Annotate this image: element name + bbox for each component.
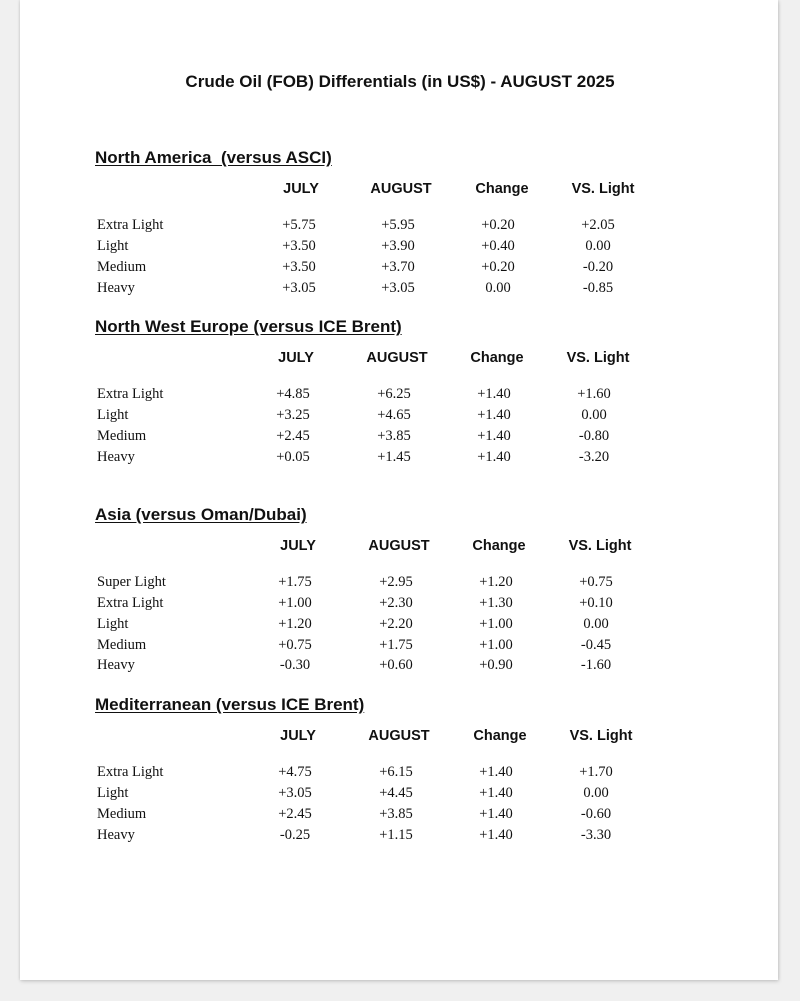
grade-label: Light [97,785,129,801]
july-value: -0.25 [279,827,311,843]
section-heading: North West Europe (versus ICE Brent) [95,317,402,336]
grade-label: Heavy [97,827,135,843]
change-value: +1.40 [477,449,511,465]
vs-light-value: +1.60 [577,386,611,402]
change-value: +1.40 [477,386,511,402]
column-header-vs-light: VS. Light [568,538,632,554]
table-row [0,238,800,258]
vs-light-value: 0.00 [583,785,609,801]
change-value: +1.30 [479,595,513,611]
column-header-vs-light: VS. Light [566,350,630,366]
august-value: +3.05 [381,280,415,296]
change-value: 0.00 [485,280,511,296]
vs-light-value: -0.45 [580,637,612,653]
vs-light-value: +0.75 [579,574,613,590]
column-header-change: Change [473,728,527,744]
table-row [0,657,800,677]
grade-label: Light [97,616,129,632]
july-value: +3.50 [282,238,316,254]
change-value: +1.00 [479,637,513,653]
table-row [0,764,800,784]
section-heading: Asia (versus Oman/Dubai) [95,505,307,524]
vs-light-value: 0.00 [581,407,607,423]
vs-light-value: -0.20 [582,259,614,275]
grade-label: Extra Light [97,217,164,233]
change-value: +1.20 [479,574,513,590]
grade-label: Light [97,238,129,254]
august-value: +4.65 [377,407,411,423]
column-header-august: AUGUST [366,350,428,366]
grade-label: Medium [97,637,147,653]
column-header-july: JULY [280,728,316,744]
table-row [0,574,800,594]
july-value: +3.05 [282,280,316,296]
vs-light-value: +2.05 [581,217,615,233]
grade-label: Medium [97,259,147,275]
table-row [0,806,800,826]
july-value: +1.75 [278,574,312,590]
july-value: +1.00 [278,595,312,611]
vs-light-value: -3.30 [580,827,612,843]
july-value: +5.75 [282,217,316,233]
table-row [0,616,800,636]
table-row [0,595,800,615]
grade-label: Heavy [97,449,135,465]
column-header-change: Change [472,538,526,554]
column-header-vs-light: VS. Light [569,728,633,744]
table-row [0,386,800,406]
change-value: +0.40 [481,238,515,254]
grade-label: Super Light [97,574,166,590]
column-header-vs-light: VS. Light [571,181,635,197]
grade-label: Extra Light [97,764,164,780]
august-value: +5.95 [381,217,415,233]
grade-label: Medium [97,428,147,444]
vs-light-value: 0.00 [585,238,611,254]
document-title: Crude Oil (FOB) Differentials (in US$) - AUGUST 2025 [185,72,615,91]
grade-label: Heavy [97,280,135,296]
august-value: +3.70 [381,259,415,275]
august-value: +6.15 [379,764,413,780]
table-row [0,785,800,805]
grade-label: Extra Light [97,595,164,611]
change-value: +1.40 [479,827,513,843]
vs-light-value: +0.10 [579,595,613,611]
vs-light-value: -3.20 [578,449,610,465]
august-value: +4.45 [379,785,413,801]
change-value: +1.40 [477,428,511,444]
table-row [0,280,800,300]
grade-label: Extra Light [97,386,164,402]
change-value: +1.00 [479,616,513,632]
august-value: +2.95 [379,574,413,590]
change-value: +0.90 [479,657,513,673]
july-value: +2.45 [276,428,310,444]
change-value: +1.40 [479,785,513,801]
column-header-august: AUGUST [370,181,432,197]
july-value: +0.75 [278,637,312,653]
august-value: +3.85 [379,806,413,822]
column-header-august: AUGUST [368,538,430,554]
column-header-july: JULY [283,181,319,197]
july-value: +3.25 [276,407,310,423]
vs-light-value: -0.80 [578,428,610,444]
august-value: +2.20 [379,616,413,632]
table-row [0,407,800,427]
column-header-august: AUGUST [368,728,430,744]
july-value: +3.50 [282,259,316,275]
july-value: +3.05 [278,785,312,801]
july-value: -0.30 [279,657,311,673]
july-value: +0.05 [276,449,310,465]
change-value: +1.40 [477,407,511,423]
table-row [0,259,800,279]
vs-light-value: +1.70 [579,764,613,780]
vs-light-value: -0.60 [580,806,612,822]
grade-label: Heavy [97,657,135,673]
column-header-change: Change [470,350,524,366]
august-value: +1.15 [379,827,413,843]
table-row [0,449,800,469]
vs-light-value: -1.60 [580,657,612,673]
change-value: +0.20 [481,259,515,275]
july-value: +1.20 [278,616,312,632]
column-header-july: JULY [278,350,314,366]
vs-light-value: 0.00 [583,616,609,632]
table-row [0,637,800,657]
section-heading: North America (versus ASCI) [95,148,332,167]
column-header-july: JULY [280,538,316,554]
august-value: +1.45 [377,449,411,465]
change-value: +0.20 [481,217,515,233]
grade-label: Medium [97,806,147,822]
vs-light-value: -0.85 [582,280,614,296]
section-heading: Mediterranean (versus ICE Brent) [95,695,365,714]
august-value: +3.85 [377,428,411,444]
change-value: +1.40 [479,764,513,780]
july-value: +4.85 [276,386,310,402]
table-row [0,217,800,237]
august-value: +6.25 [377,386,411,402]
grade-label: Light [97,407,129,423]
august-value: +2.30 [379,595,413,611]
august-value: +3.90 [381,238,415,254]
table-row [0,428,800,448]
change-value: +1.40 [479,806,513,822]
august-value: +0.60 [379,657,413,673]
july-value: +2.45 [278,806,312,822]
july-value: +4.75 [278,764,312,780]
column-header-change: Change [475,181,529,197]
august-value: +1.75 [379,637,413,653]
table-row [0,827,800,847]
